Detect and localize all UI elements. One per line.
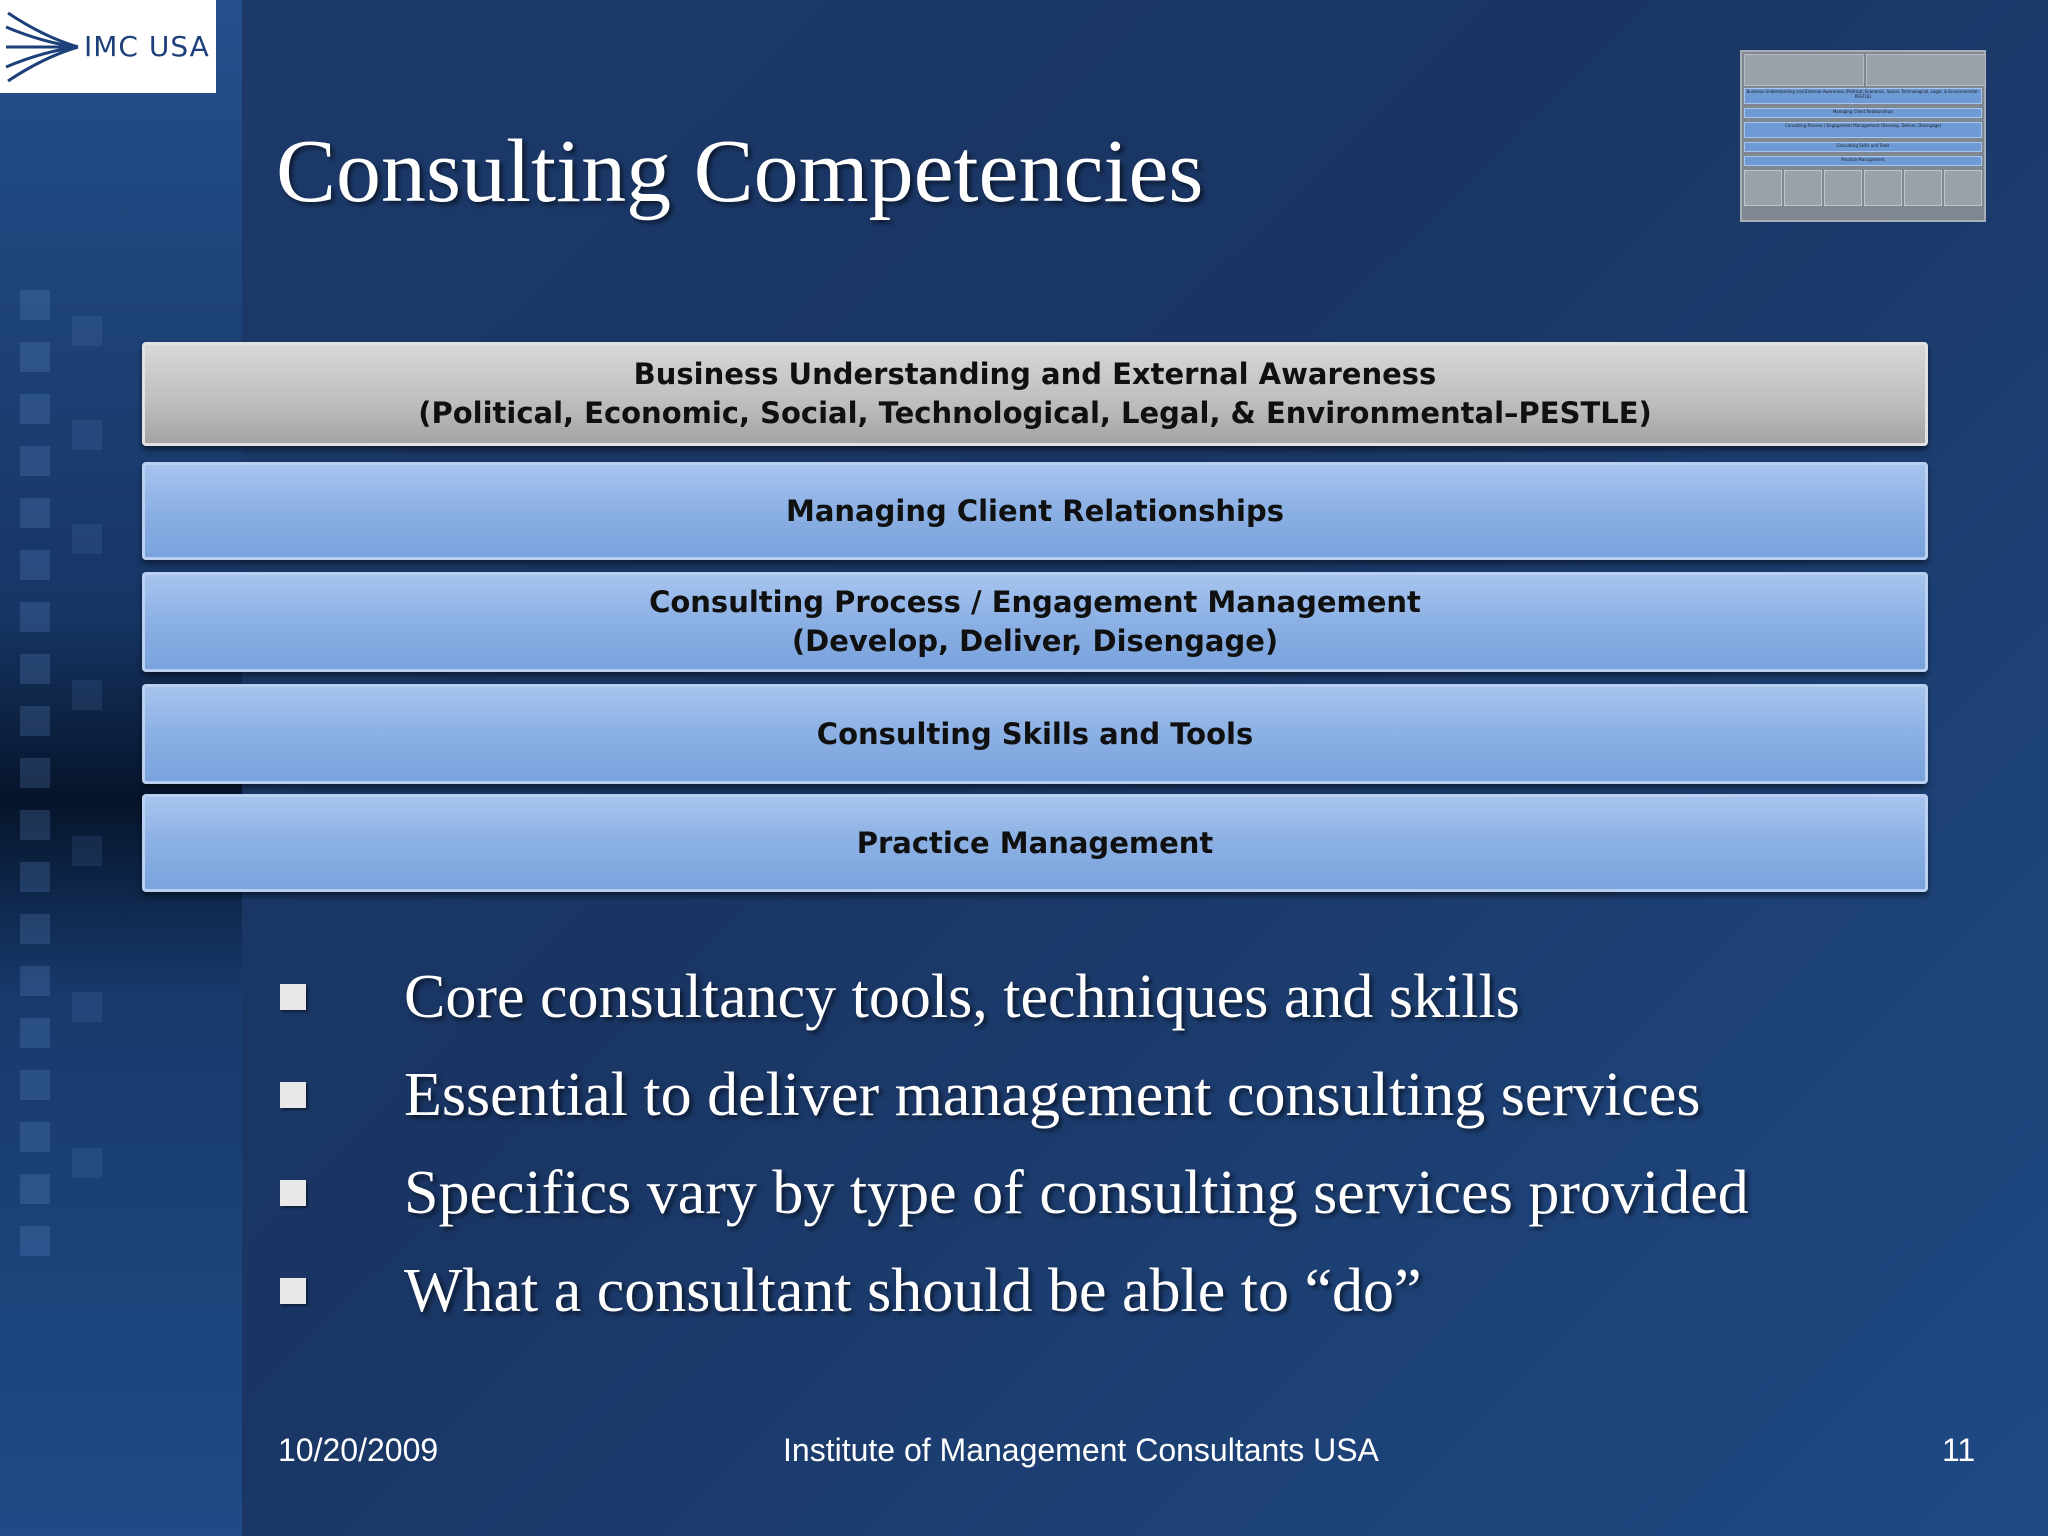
bullet-text: Core consultancy tools, techniques and skills	[404, 962, 1520, 1031]
bullet-text: Essential to deliver management consulting services	[404, 1060, 1701, 1129]
layer-practice-management	[142, 794, 1928, 892]
bullet-item	[276, 1046, 1749, 1144]
layer-title: Managing Client Relationships	[785, 493, 1285, 528]
layer-business-understanding	[142, 342, 1928, 446]
slide-number: 11	[1942, 1432, 1976, 1468]
thumbnail-row: Practice Management	[1744, 156, 1982, 166]
layer-subtitle: (Political, Economic, Social, Technological, Legal, & Environmental–PESTLE)	[418, 396, 1652, 430]
footer-organization: Institute of Management Consultants USA	[783, 1432, 1379, 1468]
square-bullet-icon	[280, 984, 306, 1010]
thumbnail-row: Managing Client Relationships	[1744, 108, 1982, 118]
bullet-item	[276, 1242, 1749, 1340]
layer-managing-client-relationships	[142, 462, 1928, 560]
square-bullet-icon	[280, 1180, 306, 1206]
bullet-list	[276, 948, 1749, 1340]
bullet-item	[276, 948, 1749, 1046]
thumbnail-row: Consulting Process / Engagement Management (Develop, Deliver, Disengage)	[1744, 122, 1982, 138]
thumbnail-row: Business Understanding and External Awareness (Political, Economic, Social, Technological, Legal, & Environmental–PESTLE)	[1744, 88, 1982, 104]
logo-text: IMC USA	[84, 30, 210, 63]
layer-consulting-process	[142, 572, 1928, 672]
layer-title: Business Understanding and External Awareness	[633, 357, 1437, 391]
layer-consulting-skills-tools	[142, 684, 1928, 784]
diagram-thumbnail	[1740, 50, 1986, 222]
bullet-text: What a consultant should be able to “do”	[404, 1256, 1422, 1325]
bullet-item	[276, 1144, 1749, 1242]
footer-date: 10/20/2009	[278, 1432, 439, 1468]
layer-title: Consulting Skills and Tools	[816, 716, 1254, 751]
slide-title: Consulting Competencies	[276, 122, 1204, 221]
competency-diagram	[136, 340, 1934, 896]
logo-swoosh-icon	[4, 7, 80, 87]
square-bullet-icon	[280, 1278, 306, 1304]
bullet-text: Specifics vary by type of consulting services provided	[404, 1158, 1749, 1227]
layer-title: Practice Management	[856, 825, 1214, 860]
layer-title: Consulting Process / Engagement Management	[649, 585, 1421, 619]
layer-subtitle: (Develop, Deliver, Disengage)	[791, 624, 1279, 658]
imc-usa-logo	[0, 0, 216, 93]
thumbnail-row: Consulting Skills and Tools	[1744, 142, 1982, 152]
square-bullet-icon	[280, 1082, 306, 1108]
